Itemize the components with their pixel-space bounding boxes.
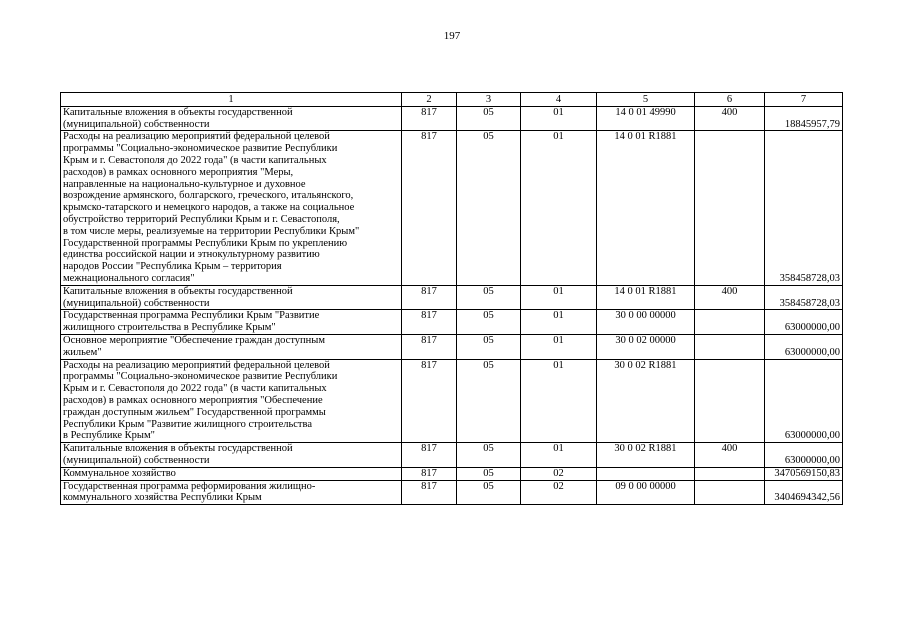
column-header: 4 — [521, 93, 597, 107]
column-header: 5 — [597, 93, 695, 107]
subsection-cell: 02 — [521, 480, 597, 505]
expense-type-cell: 400 — [695, 106, 765, 131]
row-name-cell: Государственная программа Республики Крым "Развитие жилищного строительства в Республике Крым" — [61, 310, 402, 335]
expense-type-cell — [695, 467, 765, 480]
admin-code-cell: 817 — [402, 359, 457, 443]
section-cell: 05 — [457, 467, 521, 480]
expense-type-cell — [695, 359, 765, 443]
section-cell: 05 — [457, 285, 521, 310]
table-row — [61, 131, 843, 285]
expense-type-cell: 400 — [695, 443, 765, 468]
admin-code-cell: 817 — [402, 334, 457, 359]
section-cell: 05 — [457, 443, 521, 468]
target-article-cell: 14 0 01 R1881 — [597, 285, 695, 310]
admin-code-cell: 817 — [402, 131, 457, 285]
column-header: 7 — [765, 93, 843, 107]
budget-table — [60, 92, 843, 505]
target-article-cell: 09 0 00 00000 — [597, 480, 695, 505]
table-row — [61, 334, 843, 359]
subsection-cell: 01 — [521, 334, 597, 359]
row-name-cell: Расходы на реализацию мероприятий федеральной целевой программы "Социально-экономическое развитие Республики Крым и г. Севастополя до 2022 года" (в части капитальных расходов) в рамках основного мероприятия "Обеспечение граждан доступным жильем" Государственной программы Республики Крым "Развитие жилищного строительства в Республике Крым" — [61, 359, 402, 443]
subsection-cell: 01 — [521, 310, 597, 335]
column-header: 2 — [402, 93, 457, 107]
target-article-cell: 14 0 01 R1881 — [597, 131, 695, 285]
table-row — [61, 285, 843, 310]
table-row — [61, 467, 843, 480]
table-header-row — [61, 93, 843, 107]
amount-cell: 63000000,00 — [765, 443, 843, 468]
amount-cell: 358458728,03 — [765, 131, 843, 285]
target-article-cell: 30 0 02 R1881 — [597, 359, 695, 443]
section-cell: 05 — [457, 106, 521, 131]
subsection-cell: 02 — [521, 467, 597, 480]
expense-type-cell — [695, 480, 765, 505]
row-name-cell: Расходы на реализацию мероприятий федеральной целевой программы "Социально-экономическое развитие Республики Крым и г. Севастополя до 2022 года" (в части капитальных расходов) в рамках основного мероприятия "Меры, направленные на национально-культурное и духовное возрождение армянского, болгарского, греческого, итальянского, крымско-татарского и немецкого народов, а также на социальное обустройство территорий Республики Крым и г. Севастополя, в том числе меры, реализуемые на территории Республики Крым" Государственной программы Республики Крым по укреплению единства российской нации и этнокультурному развитию народов России "Республика Крым – территория межнационального согласия" — [61, 131, 402, 285]
subsection-cell: 01 — [521, 106, 597, 131]
expense-type-cell — [695, 131, 765, 285]
amount-cell: 358458728,03 — [765, 285, 843, 310]
expense-type-cell — [695, 334, 765, 359]
table-row — [61, 359, 843, 443]
subsection-cell: 01 — [521, 359, 597, 443]
admin-code-cell: 817 — [402, 310, 457, 335]
section-cell: 05 — [457, 359, 521, 443]
column-header: 6 — [695, 93, 765, 107]
admin-code-cell: 817 — [402, 467, 457, 480]
target-article-cell: 14 0 01 49990 — [597, 106, 695, 131]
section-cell: 05 — [457, 310, 521, 335]
row-name-cell: Основное мероприятие "Обеспечение граждан доступным жильем" — [61, 334, 402, 359]
target-article-cell: 30 0 02 R1881 — [597, 443, 695, 468]
admin-code-cell: 817 — [402, 443, 457, 468]
column-header: 3 — [457, 93, 521, 107]
table-row — [61, 480, 843, 505]
section-cell: 05 — [457, 131, 521, 285]
admin-code-cell: 817 — [402, 480, 457, 505]
expense-type-cell: 400 — [695, 285, 765, 310]
subsection-cell: 01 — [521, 131, 597, 285]
subsection-cell: 01 — [521, 285, 597, 310]
table-row — [61, 443, 843, 468]
section-cell: 05 — [457, 480, 521, 505]
target-article-cell: 30 0 02 00000 — [597, 334, 695, 359]
table-row — [61, 310, 843, 335]
section-cell: 05 — [457, 334, 521, 359]
row-name-cell: Государственная программа реформирования жилищно- коммунального хозяйства Республики Крым — [61, 480, 402, 505]
amount-cell: 63000000,00 — [765, 334, 843, 359]
column-header: 1 — [61, 93, 402, 107]
table-row — [61, 106, 843, 131]
subsection-cell: 01 — [521, 443, 597, 468]
amount-cell: 18845957,79 — [765, 106, 843, 131]
target-article-cell — [597, 467, 695, 480]
amount-cell: 3470569150,83 — [765, 467, 843, 480]
target-article-cell: 30 0 00 00000 — [597, 310, 695, 335]
page-number: 197 — [443, 30, 461, 42]
row-name-cell: Коммунальное хозяйство — [61, 467, 402, 480]
amount-cell: 3404694342,56 — [765, 480, 843, 505]
expense-type-cell — [695, 310, 765, 335]
admin-code-cell: 817 — [402, 106, 457, 131]
row-name-cell: Капитальные вложения в объекты государственной (муниципальной) собственности — [61, 106, 402, 131]
row-name-cell: Капитальные вложения в объекты государственной (муниципальной) собственности — [61, 285, 402, 310]
amount-cell: 63000000,00 — [765, 310, 843, 335]
amount-cell: 63000000,00 — [765, 359, 843, 443]
admin-code-cell: 817 — [402, 285, 457, 310]
row-name-cell: Капитальные вложения в объекты государственной (муниципальной) собственности — [61, 443, 402, 468]
